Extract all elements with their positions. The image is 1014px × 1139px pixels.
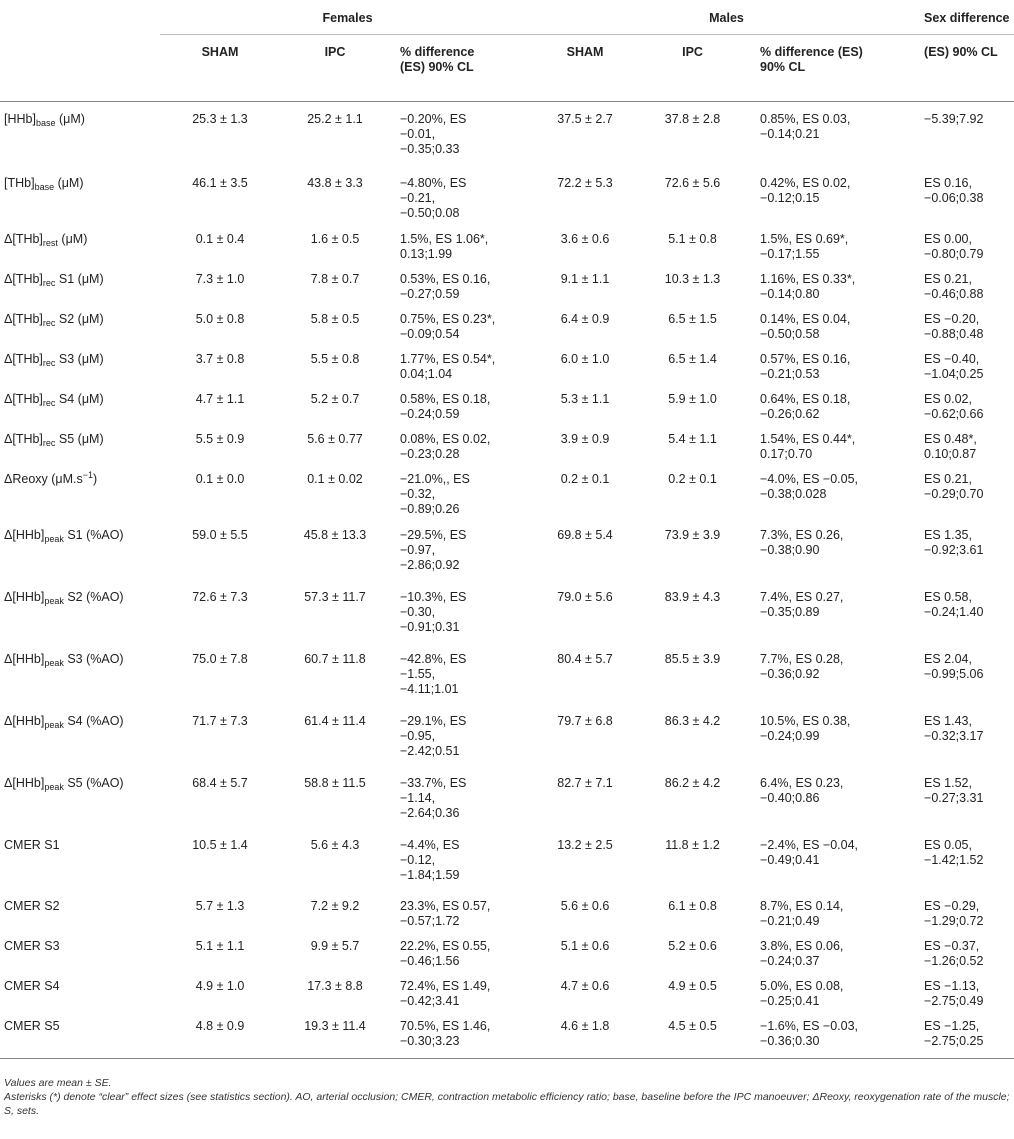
male-ipc-cell: 11.8 ± 1.2 — [665, 837, 720, 852]
male-ipc-cell: 0.2 ± 0.1 — [668, 471, 717, 486]
row-label-text: [THb] — [4, 175, 35, 190]
female-ipc-cell: 5.5 ± 0.8 — [310, 351, 360, 366]
female-difference-cell: −29.5%, ES −0.97, −2.86;0.92 — [400, 527, 467, 572]
sex-difference-cell: ES 0.00, −0.80;0.79 — [924, 231, 984, 261]
row-label — [0, 652, 160, 714]
female-ipc-cell: 19.3 ± 11.4 — [304, 1018, 366, 1033]
male-difference-cell: 1.54%, ES 0.44*, 0.17;0.70 — [760, 431, 856, 461]
group-header-females: Females — [160, 0, 535, 35]
table-row — [0, 776, 1014, 838]
female-ipc-cell: 1.6 ± 0.5 — [310, 231, 360, 246]
row-label-text: Δ[THb] — [4, 391, 43, 406]
male-ipc-cell: 4.5 ± 0.5 — [668, 1018, 717, 1033]
male-ipc-cell: 6.1 ± 0.8 — [668, 898, 717, 913]
sex-difference-cell: ES −0.40, −1.04;0.25 — [924, 351, 984, 381]
row-label — [0, 899, 160, 939]
table-row — [0, 312, 1014, 352]
male-ipc-cell: 85.5 ± 3.9 — [664, 651, 721, 666]
female-difference-cell: 1.77%, ES 0.54*, 0.04;1.04 — [400, 351, 496, 381]
male-sham-cell: 69.8 ± 5.4 — [557, 527, 613, 542]
row-label — [0, 176, 160, 232]
male-ipc-cell: 5.9 ± 1.0 — [668, 391, 717, 406]
female-sham-cell: 72.6 ± 7.3 — [192, 589, 248, 604]
row-label — [0, 838, 160, 899]
male-difference-cell: 3.8%, ES 0.06, −0.24;0.37 — [760, 938, 844, 968]
female-difference-cell: 23.3%, ES 0.57, −0.57;1.72 — [400, 898, 491, 928]
female-difference-cell: 0.58%, ES 0.18, −0.24;0.59 — [400, 391, 491, 421]
male-ipc-cell: 73.9 ± 3.9 — [664, 527, 721, 542]
row-label-text: Δ[HHb] — [4, 713, 45, 728]
male-sham-header: SHAM — [566, 45, 604, 59]
female-sham-cell: 4.8 ± 0.9 — [195, 1018, 245, 1033]
male-difference-cell: 5.0%, ES 0.08, −0.25;0.41 — [760, 978, 844, 1008]
female-sham-cell: 3.7 ± 0.8 — [195, 351, 245, 366]
table-row — [0, 232, 1014, 272]
female-sham-cell: 4.7 ± 1.1 — [195, 391, 245, 406]
table-footnotes — [4, 1076, 1012, 1118]
sex-difference-cell: ES 0.58, −0.24;1.40 — [924, 589, 984, 619]
female-difference-cell: −10.3%, ES −0.30, −0.91;0.31 — [400, 589, 467, 634]
female-ipc-cell: 5.8 ± 0.5 — [310, 311, 360, 326]
row-label — [0, 590, 160, 652]
row-label-text: CMER S4 — [4, 978, 60, 993]
row-label-text: ΔReoxy (μM.s — [4, 471, 83, 486]
row-label-subscript: rest — [42, 237, 58, 248]
row-label — [0, 979, 160, 1019]
row-label-text: CMER S5 — [4, 1018, 60, 1033]
male-sham-cell: 79.7 ± 6.8 — [557, 713, 613, 728]
sex-difference-cell: ES 1.35, −0.92;3.61 — [924, 527, 984, 557]
row-label-subscript: peak — [44, 657, 64, 668]
group-header-sex-difference: Sex difference — [918, 0, 1014, 35]
male-sham-cell: 37.5 ± 2.7 — [557, 112, 613, 126]
row-label — [0, 352, 160, 392]
table-row — [0, 352, 1014, 392]
male-ipc-cell: 10.3 ± 1.3 — [664, 271, 721, 286]
male-difference-cell: 0.57%, ES 0.16, −0.21;0.53 — [760, 351, 851, 381]
female-ipc-cell: 7.2 ± 9.2 — [310, 898, 360, 913]
table-row — [0, 472, 1014, 528]
sex-difference-cell: ES 0.21, −0.46;0.88 — [924, 271, 984, 301]
male-sham-cell: 4.6 ± 1.8 — [560, 1018, 610, 1033]
row-label-text: Δ[HHb] — [4, 527, 45, 542]
male-sham-cell: 5.3 ± 1.1 — [560, 391, 610, 406]
female-ipc-header: IPC — [324, 45, 346, 59]
female-sham-cell: 0.1 ± 0.0 — [195, 471, 245, 486]
male-ipc-cell: 37.8 ± 2.8 — [664, 112, 721, 126]
table-row — [0, 979, 1014, 1019]
corner-cell — [0, 0, 160, 35]
male-difference-cell: −1.6%, ES −0.03, −0.36;0.30 — [760, 1018, 859, 1048]
sex-difference-cell: ES −0.37, −1.26;0.52 — [924, 938, 984, 968]
female-difference-cell: −4.4%, ES −0.12, −1.84;1.59 — [400, 837, 460, 882]
sex-difference-cell: ES −0.29, −1.29;0.72 — [924, 898, 984, 928]
row-label-subscript: rec — [42, 317, 56, 328]
row-label-unit: S3 (μM) — [55, 351, 104, 366]
male-difference-cell: 1.5%, ES 0.69*, −0.17;1.55 — [760, 231, 849, 261]
row-label — [0, 776, 160, 838]
female-ipc-cell: 45.8 ± 13.3 — [303, 527, 367, 542]
row-label — [0, 939, 160, 979]
female-ipc-cell: 5.6 ± 4.3 — [310, 837, 360, 852]
table-row — [0, 838, 1014, 899]
row-label — [0, 272, 160, 312]
male-sham-cell: 3.9 ± 0.9 — [560, 431, 610, 446]
female-sham-cell: 10.5 ± 1.4 — [192, 837, 248, 852]
female-sham-cell: 5.1 ± 1.1 — [195, 938, 245, 953]
table-row — [0, 590, 1014, 652]
male-ipc-cell: 86.3 ± 4.2 — [664, 713, 721, 728]
female-ipc-cell: 58.8 ± 11.5 — [304, 775, 366, 790]
row-label-text: Δ[HHb] — [4, 651, 45, 666]
table-row — [0, 1019, 1014, 1059]
female-ipc-cell: 57.3 ± 11.7 — [304, 589, 366, 604]
female-sham-cell: 25.3 ± 1.3 — [192, 112, 248, 126]
female-difference-cell: −21.0%,, ES −0.32, −0.89;0.26 — [400, 471, 470, 516]
row-label-unit: ) — [93, 471, 98, 486]
male-ipc-cell: 72.6 ± 5.6 — [664, 175, 721, 190]
row-label-unit: S3 (%AO) — [63, 651, 124, 666]
female-ipc-cell: 25.2 ± 1.1 — [307, 112, 363, 126]
female-ipc-cell: 61.4 ± 11.4 — [304, 713, 366, 728]
male-ipc-cell: 5.1 ± 0.8 — [668, 231, 717, 246]
male-difference-cell: −4.0%, ES −0.05, −0.38;0.028 — [760, 471, 859, 501]
row-label — [0, 1019, 160, 1059]
female-difference-cell: 72.4%, ES 1.49, −0.42;3.41 — [400, 978, 491, 1008]
male-sham-cell: 5.1 ± 0.6 — [560, 938, 610, 953]
male-difference-cell: 0.14%, ES 0.04, −0.50;0.58 — [760, 311, 851, 341]
female-ipc-cell: 5.2 ± 0.7 — [310, 391, 360, 406]
female-difference-cell: 0.08%, ES 0.02, −0.23;0.28 — [400, 431, 491, 461]
female-difference-cell: −0.20%, ES −0.01, −0.35;0.33 — [400, 112, 467, 156]
male-difference-cell: 0.42%, ES 0.02, −0.12;0.15 — [760, 175, 851, 205]
table-row — [0, 652, 1014, 714]
table-row — [0, 392, 1014, 432]
row-label-subscript: rec — [42, 397, 56, 408]
row-label-text: Δ[THb] — [4, 271, 43, 286]
sex-difference-cell: ES 0.16, −0.06;0.38 — [924, 175, 984, 205]
row-label — [0, 312, 160, 352]
row-label — [0, 528, 160, 590]
female-difference-cell: 22.2%, ES 0.55, −0.46;1.56 — [400, 938, 491, 968]
row-label-subscript: base — [35, 118, 56, 128]
male-sham-cell: 72.2 ± 5.3 — [557, 175, 613, 190]
male-difference-cell: 6.4%, ES 0.23, −0.40;0.86 — [760, 775, 844, 805]
row-label-text: Δ[THb] — [4, 311, 43, 326]
sex-difference-cell: ES 1.52, −0.27;3.31 — [924, 775, 984, 805]
female-sham-cell: 46.1 ± 3.5 — [192, 175, 248, 190]
table-row — [0, 528, 1014, 590]
table-row — [0, 432, 1014, 472]
female-sham-header: SHAM — [201, 45, 239, 59]
female-sham-cell: 0.1 ± 0.4 — [195, 231, 245, 246]
female-ipc-cell: 5.6 ± 0.77 — [307, 431, 363, 446]
female-ipc-cell: 60.7 ± 11.8 — [304, 651, 366, 666]
table-row — [0, 272, 1014, 312]
male-sham-cell: 5.6 ± 0.6 — [560, 898, 610, 913]
column-header-row — [0, 35, 1014, 102]
female-difference-cell: 70.5%, ES 1.46, −0.30;3.23 — [400, 1018, 491, 1048]
row-label — [0, 392, 160, 432]
table-row — [0, 102, 1014, 176]
female-difference-cell: 1.5%, ES 1.06*, 0.13;1.99 — [400, 231, 489, 261]
male-sham-cell: 0.2 ± 0.1 — [560, 471, 610, 486]
female-sham-cell: 7.3 ± 1.0 — [195, 271, 245, 286]
sex-difference-cell: ES −1.25, −2.75;0.25 — [924, 1018, 984, 1048]
male-ipc-cell: 6.5 ± 1.5 — [668, 311, 717, 326]
male-sham-cell: 3.6 ± 0.6 — [560, 231, 610, 246]
row-label-unit: S1 (%AO) — [63, 527, 124, 542]
row-label-unit: S5 (%AO) — [63, 775, 124, 790]
male-ipc-cell: 4.9 ± 0.5 — [668, 978, 717, 993]
row-label — [0, 102, 160, 176]
sex-difference-cell: ES 0.05, −1.42;1.52 — [924, 837, 984, 867]
sex-difference-cell: ES 1.43, −0.32;3.17 — [924, 713, 984, 743]
male-sham-cell: 82.7 ± 7.1 — [557, 775, 613, 790]
row-label-unit: (μM) — [57, 231, 88, 246]
row-label — [0, 232, 160, 272]
row-label — [0, 469, 160, 528]
female-sham-cell: 5.5 ± 0.9 — [195, 431, 245, 446]
row-label-superscript: −1 — [82, 469, 94, 480]
female-difference-cell: −42.8%, ES −1.55, −4.11;1.01 — [400, 651, 467, 696]
male-difference-cell: 7.4%, ES 0.27, −0.35;0.89 — [760, 589, 844, 619]
row-label-unit: S4 (%AO) — [63, 713, 124, 728]
female-difference-cell: 0.53%, ES 0.16, −0.27;0.59 — [400, 271, 491, 301]
sex-difference-header: (ES) 90% CL — [924, 45, 998, 59]
table-body — [0, 102, 1014, 1059]
row-label-unit: S2 (μM) — [55, 311, 104, 326]
male-ipc-cell: 83.9 ± 4.3 — [664, 589, 721, 604]
row-label-unit: S2 (%AO) — [63, 589, 124, 604]
female-difference-cell: −29.1%, ES −0.95, −2.42;0.51 — [400, 713, 467, 758]
male-ipc-cell: 5.2 ± 0.6 — [668, 938, 717, 953]
row-label-subscript: rec — [42, 357, 56, 368]
male-difference-cell: −2.4%, ES −0.04, −0.49;0.41 — [760, 837, 859, 867]
row-label-subscript: rec — [42, 437, 56, 448]
sex-difference-cell: ES 0.21, −0.29;0.70 — [924, 471, 984, 501]
male-sham-cell: 4.7 ± 0.6 — [560, 978, 610, 993]
male-sham-cell: 79.0 ± 5.6 — [557, 589, 613, 604]
row-label-text: Δ[HHb] — [4, 775, 45, 790]
female-sham-cell: 75.0 ± 7.8 — [192, 651, 248, 666]
group-header-males: Males — [535, 0, 918, 35]
row-label-text: CMER S1 — [4, 837, 60, 852]
table-row — [0, 714, 1014, 776]
table-row — [0, 939, 1014, 979]
row-label-subscript: peak — [44, 595, 64, 606]
male-sham-cell: 6.0 ± 1.0 — [560, 351, 610, 366]
male-ipc-cell: 6.5 ± 1.4 — [668, 351, 717, 366]
male-difference-cell: 0.85%, ES 0.03, −0.14;0.21 — [760, 112, 851, 141]
male-difference-cell: 0.64%, ES 0.18, −0.26;0.62 — [760, 391, 851, 421]
row-label-unit: S4 (μM) — [55, 391, 104, 406]
female-sham-cell: 68.4 ± 5.7 — [192, 775, 248, 790]
female-sham-cell: 5.7 ± 1.3 — [195, 898, 245, 913]
row-label-unit: S1 (μM) — [55, 271, 104, 286]
male-difference-header: % difference (ES) 90% CL — [760, 45, 863, 74]
sex-difference-cell: ES 2.04, −0.99;5.06 — [924, 651, 984, 681]
sex-difference-cell: ES 0.02, −0.62;0.66 — [924, 391, 984, 421]
row-label-subscript: peak — [44, 781, 64, 792]
sex-difference-cell: ES −0.20, −0.88;0.48 — [924, 311, 984, 341]
female-ipc-cell: 17.3 ± 8.8 — [307, 978, 363, 993]
row-label-subscript: rec — [42, 277, 56, 288]
row-label-unit: S5 (μM) — [55, 431, 104, 446]
female-difference-cell: −33.7%, ES −1.14, −2.64;0.36 — [400, 775, 467, 820]
female-sham-cell: 59.0 ± 5.5 — [192, 527, 248, 542]
row-label-text: CMER S3 — [4, 938, 60, 953]
female-difference-cell: 0.75%, ES 0.23*, −0.09;0.54 — [400, 311, 496, 341]
male-ipc-cell: 86.2 ± 4.2 — [664, 775, 721, 790]
label-column-header — [0, 35, 160, 102]
row-label-subscript: base — [34, 181, 55, 192]
footnote-asterisks: Asterisks (*) denote “clear” effect sizes (see statistics section). AO, arterial occlusion; CMER, contraction metabolic efficiency ratio; base, baseline before the IPC manoeuver; ΔReoxy, reoxygenation rate of the muscle; S, sets. — [4, 1091, 1010, 1117]
row-label-text: Δ[THb] — [4, 351, 43, 366]
table-row — [0, 899, 1014, 939]
row-label-unit: (μM) — [55, 112, 85, 126]
row-label — [0, 432, 160, 472]
male-difference-cell: 10.5%, ES 0.38, −0.24;0.99 — [760, 713, 851, 743]
row-label-text: Δ[THb] — [4, 231, 43, 246]
male-difference-cell: 1.16%, ES 0.33*, −0.14;0.80 — [760, 271, 856, 301]
male-difference-cell: 7.7%, ES 0.28, −0.36;0.92 — [760, 651, 844, 681]
female-difference-cell: −4.80%, ES −0.21, −0.50;0.08 — [400, 175, 467, 220]
row-label-text: Δ[HHb] — [4, 589, 45, 604]
female-ipc-cell: 0.1 ± 0.02 — [307, 471, 363, 486]
row-label — [0, 714, 160, 776]
male-ipc-cell: 5.4 ± 1.1 — [668, 431, 717, 446]
sex-difference-cell: ES 0.48*, 0.10;0.87 — [924, 431, 977, 461]
row-label-subscript: peak — [44, 533, 64, 544]
male-sham-cell: 6.4 ± 0.9 — [560, 311, 610, 326]
female-difference-header: % difference (ES) 90% CL — [400, 45, 475, 74]
female-sham-cell: 71.7 ± 7.3 — [192, 713, 248, 728]
male-difference-cell: 7.3%, ES 0.26, −0.38;0.90 — [760, 527, 844, 557]
female-ipc-cell: 7.8 ± 0.7 — [310, 271, 360, 286]
female-sham-cell: 4.9 ± 1.0 — [195, 978, 245, 993]
male-ipc-header: IPC — [682, 45, 703, 59]
row-label-text: [HHb] — [4, 112, 36, 126]
footnote-values: Values are mean ± SE. — [4, 1077, 112, 1089]
male-sham-cell: 13.2 ± 2.5 — [557, 837, 613, 852]
male-sham-cell: 80.4 ± 5.7 — [557, 651, 613, 666]
row-label-text: Δ[THb] — [4, 431, 43, 446]
female-ipc-cell: 9.9 ± 5.7 — [310, 938, 360, 953]
female-sham-cell: 5.0 ± 0.8 — [195, 311, 245, 326]
sex-difference-cell: ES −1.13, −2.75;0.49 — [924, 978, 984, 1008]
row-label-subscript: peak — [44, 719, 64, 730]
sex-difference-cell: −5.39;7.92 — [924, 112, 984, 126]
male-difference-cell: 8.7%, ES 0.14, −0.21;0.49 — [760, 898, 844, 928]
row-label-unit: (μM) — [54, 175, 84, 190]
female-ipc-cell: 43.8 ± 3.3 — [307, 175, 363, 190]
male-sham-cell: 9.1 ± 1.1 — [560, 271, 610, 286]
row-label-text: CMER S2 — [4, 898, 60, 913]
table-row — [0, 176, 1014, 232]
